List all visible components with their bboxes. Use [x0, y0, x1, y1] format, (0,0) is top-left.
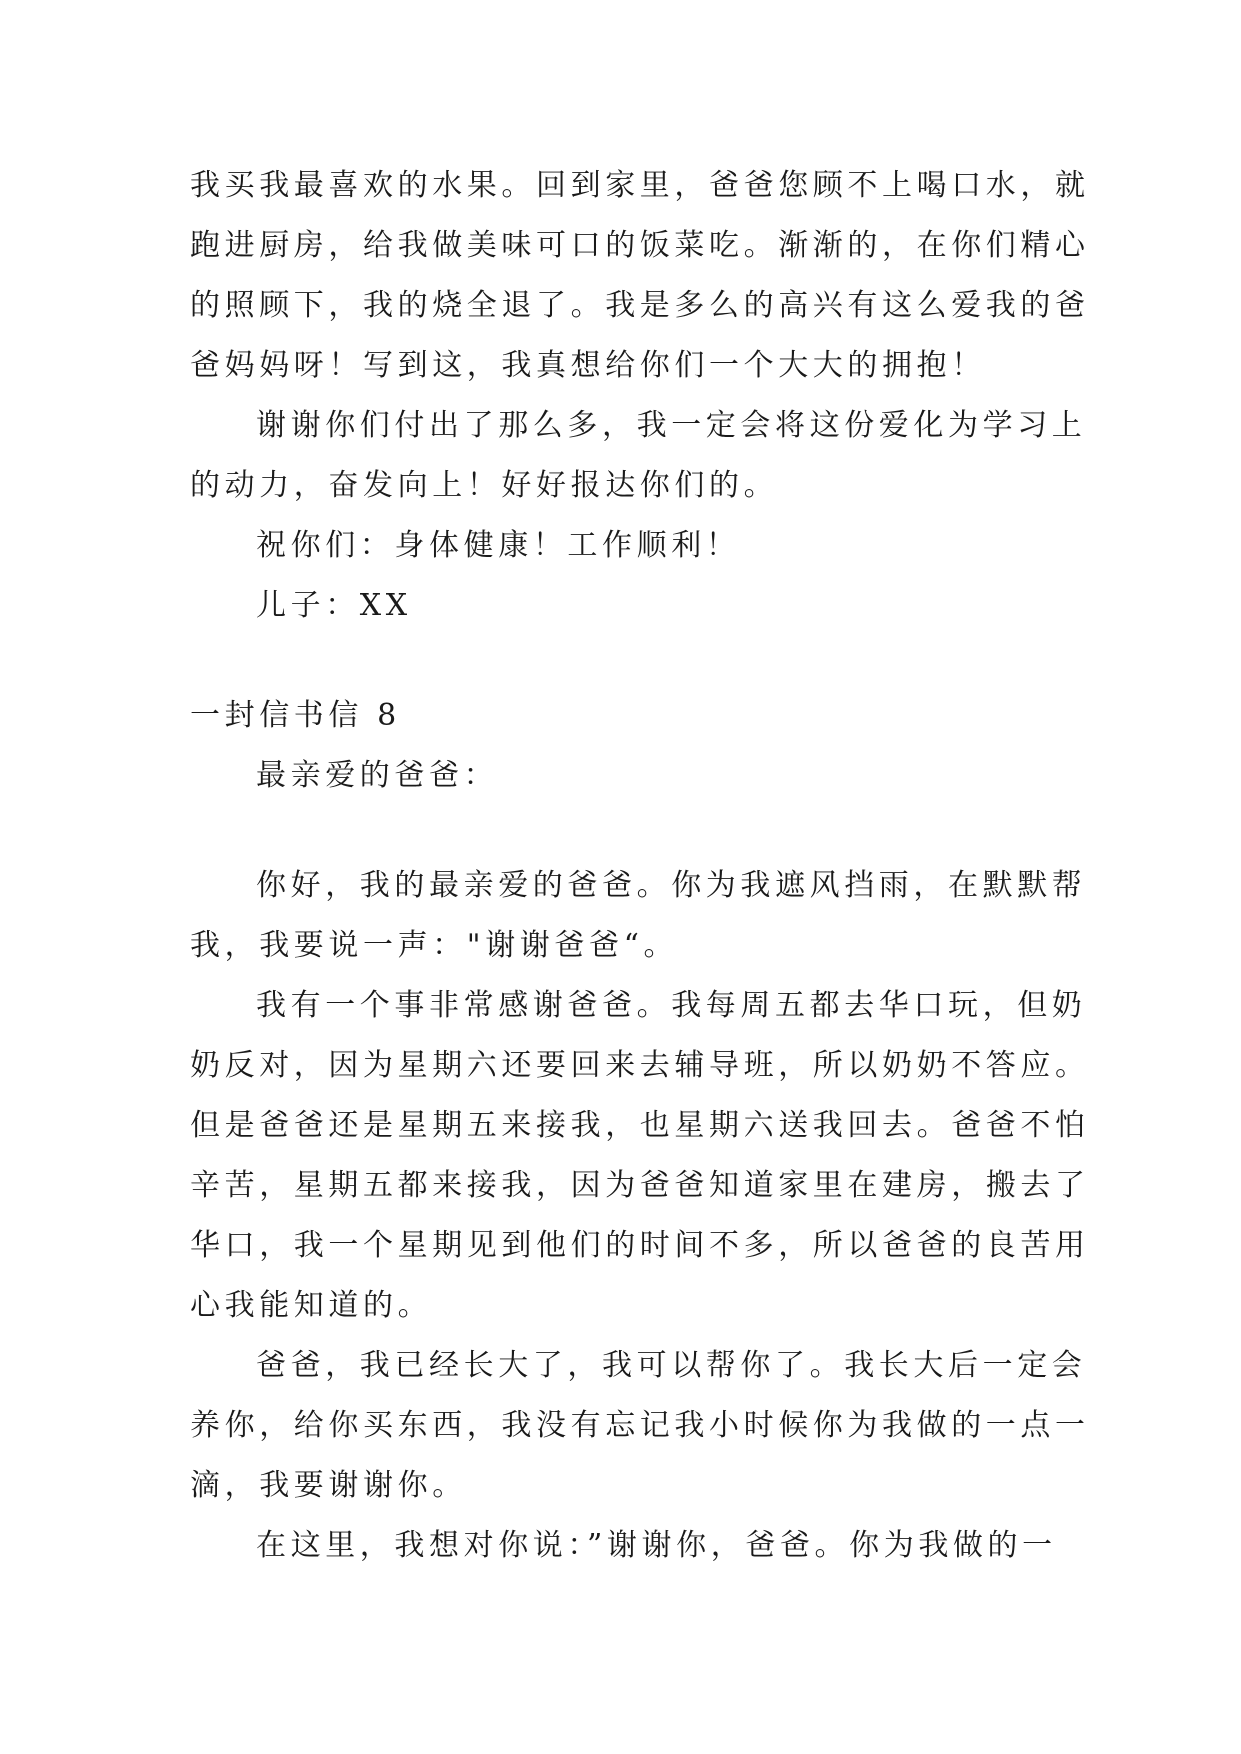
text-line: 辛苦，星期五都来接我，因为爸爸知道家里在建房，搬去了: [190, 1168, 1090, 1203]
paragraph-start-line: 在这里，我想对你说：”谢谢你，爸爸。你为我做的一: [256, 1528, 1057, 1563]
section-heading: 一封信书信 8: [190, 698, 401, 733]
paragraph-start-line: 我有一个事非常感谢爸爸。我每周五都去华口玩，但奶: [256, 988, 1087, 1023]
text-line: 心我能知道的。: [190, 1288, 433, 1323]
text-line: 养你，给你买东西，我没有忘记我小时候你为我做的一点一: [190, 1408, 1090, 1443]
text-line: 我买我最喜欢的水果。回到家里，爸爸您顾不上喝口水，就: [190, 168, 1090, 203]
paragraph-start-line: 你好，我的最亲爱的爸爸。你为我遮风挡雨，在默默帮: [256, 868, 1087, 903]
text-line: 的动力，奋发向上！好好报达你们的。: [190, 468, 779, 503]
text-line: 我，我要说一声："谢谢爸爸“。: [190, 928, 679, 963]
text-line: 奶反对，因为星期六还要回来去辅导班，所以奶奶不答应。: [190, 1048, 1090, 1083]
salutation: 最亲爱的爸爸：: [256, 758, 499, 793]
text-line: 华口，我一个星期见到他们的时间不多，所以爸爸的良苦用: [190, 1228, 1090, 1263]
text-line: 滴，我要谢谢你。: [190, 1468, 467, 1503]
text-line: 但是爸爸还是星期五来接我，也星期六送我回去。爸爸不怕: [190, 1108, 1090, 1143]
closing-wish: 祝你们：身体健康！工作顺利！: [256, 528, 741, 563]
text-line: 爸妈妈呀！写到这，我真想给你们一个大大的拥抱！: [190, 348, 986, 383]
signature-line: 儿子：XX: [256, 588, 412, 623]
text-line: 的照顾下，我的烧全退了。我是多么的高兴有这么爱我的爸: [190, 288, 1090, 323]
paragraph-start-line: 爸爸，我已经长大了，我可以帮你了。我长大后一定会: [256, 1348, 1087, 1383]
paragraph-start-line: 谢谢你们付出了那么多，我一定会将这份爱化为学习上: [256, 408, 1087, 443]
text-line: 跑进厨房，给我做美味可口的饭菜吃。渐渐的，在你们精心: [190, 228, 1090, 263]
